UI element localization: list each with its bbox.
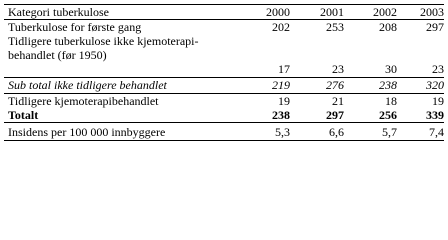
cell-2003: 23	[432, 62, 444, 76]
cell-2003: 339	[426, 108, 444, 122]
cell-2002: 256	[379, 108, 397, 122]
cell-2003: 7,4	[429, 125, 444, 139]
cell-2002: 30	[385, 62, 397, 76]
cell-2001: 23	[332, 62, 344, 76]
row-label: Sub total ikke tidligere behandlet	[8, 78, 167, 92]
header-year-2001: 2001	[320, 5, 344, 19]
cell-2001: 297	[326, 108, 344, 122]
cell-2003: 320	[426, 78, 444, 92]
header-year-2002: 2002	[373, 5, 397, 19]
cell-2001: 21	[332, 94, 344, 108]
cell-2003: 19	[432, 94, 444, 108]
table-row	[4, 34, 444, 77]
cell-2001: 6,6	[329, 125, 344, 139]
cell-2002: 18	[385, 94, 397, 108]
row-label: Totalt	[8, 108, 39, 122]
cell-2001: 253	[326, 20, 344, 34]
cell-2002: 238	[379, 78, 397, 92]
table-header-row	[4, 4, 444, 20]
row-label: Tuberkulose for første gang	[8, 20, 142, 34]
subtotal-row	[4, 77, 444, 94]
row-label: Tidligere tuberkulose ikke kjemoterapi-behandlet (før 1950)	[8, 34, 199, 62]
cell-2000: 5,3	[275, 125, 290, 139]
row-label: Insidens per 100 000 innbyggere	[8, 125, 166, 139]
incidence-row	[4, 125, 444, 141]
cell-2000: 219	[272, 78, 290, 92]
cell-2001: 276	[326, 78, 344, 92]
cell-2000: 238	[272, 108, 290, 122]
header-category-label: Kategori tuberkulose	[8, 5, 109, 19]
table-row	[4, 94, 444, 108]
total-row	[4, 108, 444, 123]
table-row	[4, 20, 444, 34]
tuberculosis-table	[4, 4, 444, 141]
cell-2000: 19	[278, 94, 290, 108]
header-year-2003: 2003	[420, 5, 444, 19]
cell-2002: 5,7	[382, 125, 397, 139]
row-label: Tidligere kjemoterapibehandlet	[8, 94, 159, 108]
cell-2000: 202	[272, 20, 290, 34]
cell-2000: 17	[278, 62, 290, 76]
cell-2003: 297	[426, 20, 444, 34]
cell-2002: 208	[379, 20, 397, 34]
header-year-2000: 2000	[266, 5, 290, 19]
